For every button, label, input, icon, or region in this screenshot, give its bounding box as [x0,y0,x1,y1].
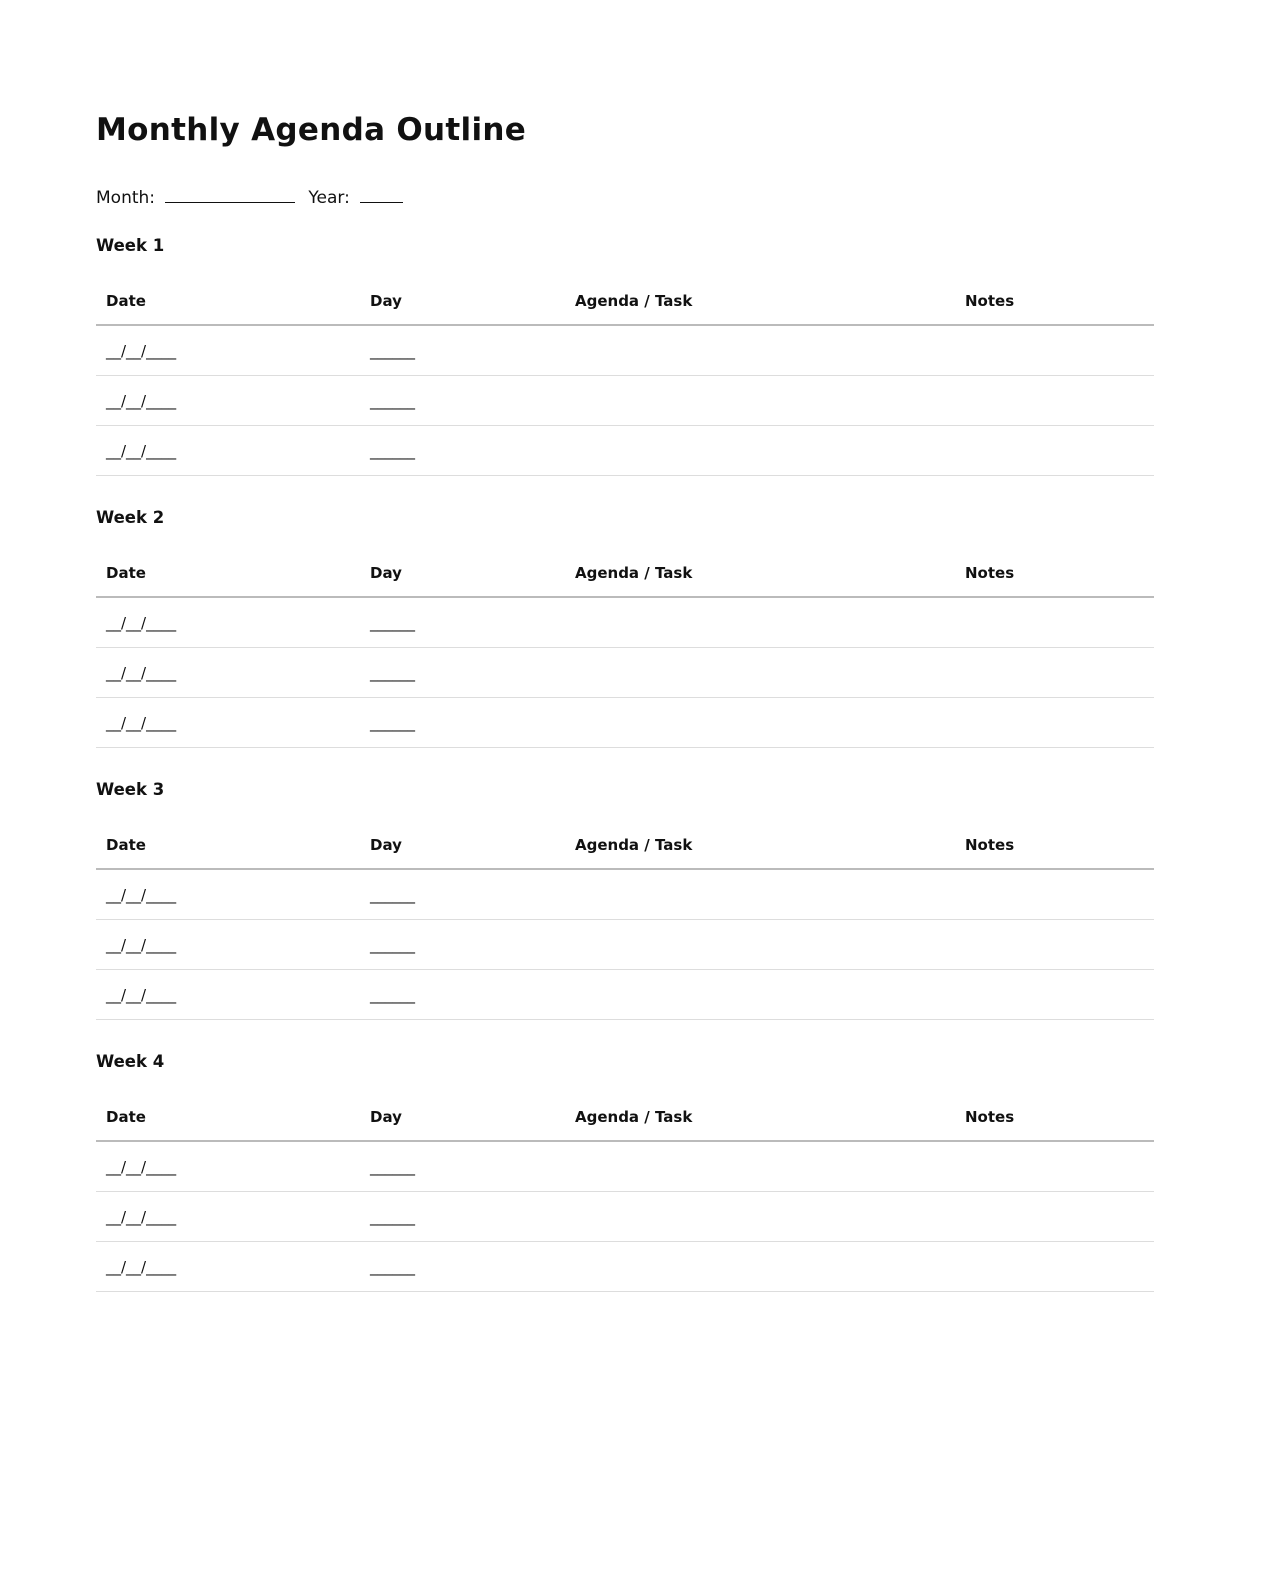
date-cell[interactable]: __/__/____ [96,920,360,970]
column-header-agenda: Agenda / Task [565,822,955,869]
notes-cell[interactable] [955,426,1154,476]
table-row [96,597,1154,648]
day-cell[interactable]: ______ [360,325,565,376]
week-table [96,550,1154,748]
date-cell[interactable]: __/__/____ [96,698,360,748]
table-row [96,1141,1154,1192]
table-row [96,325,1154,376]
agenda-cell[interactable] [565,648,955,698]
day-cell[interactable]: ______ [360,376,565,426]
table-header-row [96,1094,1154,1141]
week-heading: Week 1 [96,236,165,255]
year-label: Year: [308,188,350,208]
notes-cell[interactable] [955,920,1154,970]
month-blank-field[interactable] [165,186,295,203]
notes-cell[interactable] [955,869,1154,920]
column-header-day: Day [360,550,565,597]
notes-cell[interactable] [955,648,1154,698]
table-row [96,869,1154,920]
agenda-cell[interactable] [565,869,955,920]
notes-cell[interactable] [955,1141,1154,1192]
date-cell[interactable]: __/__/____ [96,1192,360,1242]
notes-cell[interactable] [955,597,1154,648]
agenda-cell[interactable] [565,1242,955,1292]
day-cell[interactable]: ______ [360,648,565,698]
table-header-row [96,822,1154,869]
table-header-row [96,550,1154,597]
page-title: Monthly Agenda Outline [96,112,527,148]
date-cell[interactable]: __/__/____ [96,325,360,376]
column-header-day: Day [360,822,565,869]
week-heading: Week 4 [96,1052,165,1071]
column-header-agenda: Agenda / Task [565,550,955,597]
agenda-cell[interactable] [565,920,955,970]
day-cell[interactable]: ______ [360,1192,565,1242]
column-header-agenda: Agenda / Task [565,1094,955,1141]
notes-cell[interactable] [955,1192,1154,1242]
week-section-1 [96,234,1154,476]
table-header-row [96,278,1154,325]
table-row [96,970,1154,1020]
day-cell[interactable]: ______ [360,920,565,970]
table-row [96,1192,1154,1242]
table-row [96,648,1154,698]
notes-cell[interactable] [955,325,1154,376]
column-header-agenda: Agenda / Task [565,278,955,325]
week-table [96,1094,1154,1292]
agenda-cell[interactable] [565,1192,955,1242]
column-header-date: Date [96,278,360,325]
week-heading: Week 2 [96,508,165,527]
table-row [96,1242,1154,1292]
agenda-cell[interactable] [565,325,955,376]
column-header-date: Date [96,1094,360,1141]
week-section-2 [96,506,1154,748]
column-header-notes: Notes [955,822,1154,869]
date-cell[interactable]: __/__/____ [96,597,360,648]
column-header-day: Day [360,1094,565,1141]
day-cell[interactable]: ______ [360,1141,565,1192]
notes-cell[interactable] [955,698,1154,748]
column-header-notes: Notes [955,1094,1154,1141]
table-row [96,920,1154,970]
notes-cell[interactable] [955,1242,1154,1292]
day-cell[interactable]: ______ [360,597,565,648]
table-row [96,376,1154,426]
date-cell[interactable]: __/__/____ [96,426,360,476]
month-year-fields [96,186,411,208]
day-cell[interactable]: ______ [360,698,565,748]
notes-cell[interactable] [955,376,1154,426]
column-header-notes: Notes [955,278,1154,325]
date-cell[interactable]: __/__/____ [96,1141,360,1192]
day-cell[interactable]: ______ [360,1242,565,1292]
table-row [96,426,1154,476]
day-cell[interactable]: ______ [360,869,565,920]
agenda-cell[interactable] [565,698,955,748]
week-table [96,822,1154,1020]
day-cell[interactable]: ______ [360,970,565,1020]
agenda-cell[interactable] [565,1141,955,1192]
date-cell[interactable]: __/__/____ [96,648,360,698]
agenda-cell[interactable] [565,970,955,1020]
column-header-date: Date [96,550,360,597]
week-table [96,278,1154,476]
week-heading: Week 3 [96,780,165,799]
date-cell[interactable]: __/__/____ [96,376,360,426]
week-section-4 [96,1050,1154,1292]
column-header-day: Day [360,278,565,325]
column-header-notes: Notes [955,550,1154,597]
agenda-cell[interactable] [565,376,955,426]
month-label: Month: [96,188,156,208]
week-section-3 [96,778,1154,1020]
date-cell[interactable]: __/__/____ [96,869,360,920]
agenda-cell[interactable] [565,597,955,648]
table-row [96,698,1154,748]
date-cell[interactable]: __/__/____ [96,970,360,1020]
agenda-cell[interactable] [565,426,955,476]
notes-cell[interactable] [955,970,1154,1020]
date-cell[interactable]: __/__/____ [96,1242,360,1292]
year-blank-field[interactable] [360,186,403,203]
column-header-date: Date [96,822,360,869]
day-cell[interactable]: ______ [360,426,565,476]
